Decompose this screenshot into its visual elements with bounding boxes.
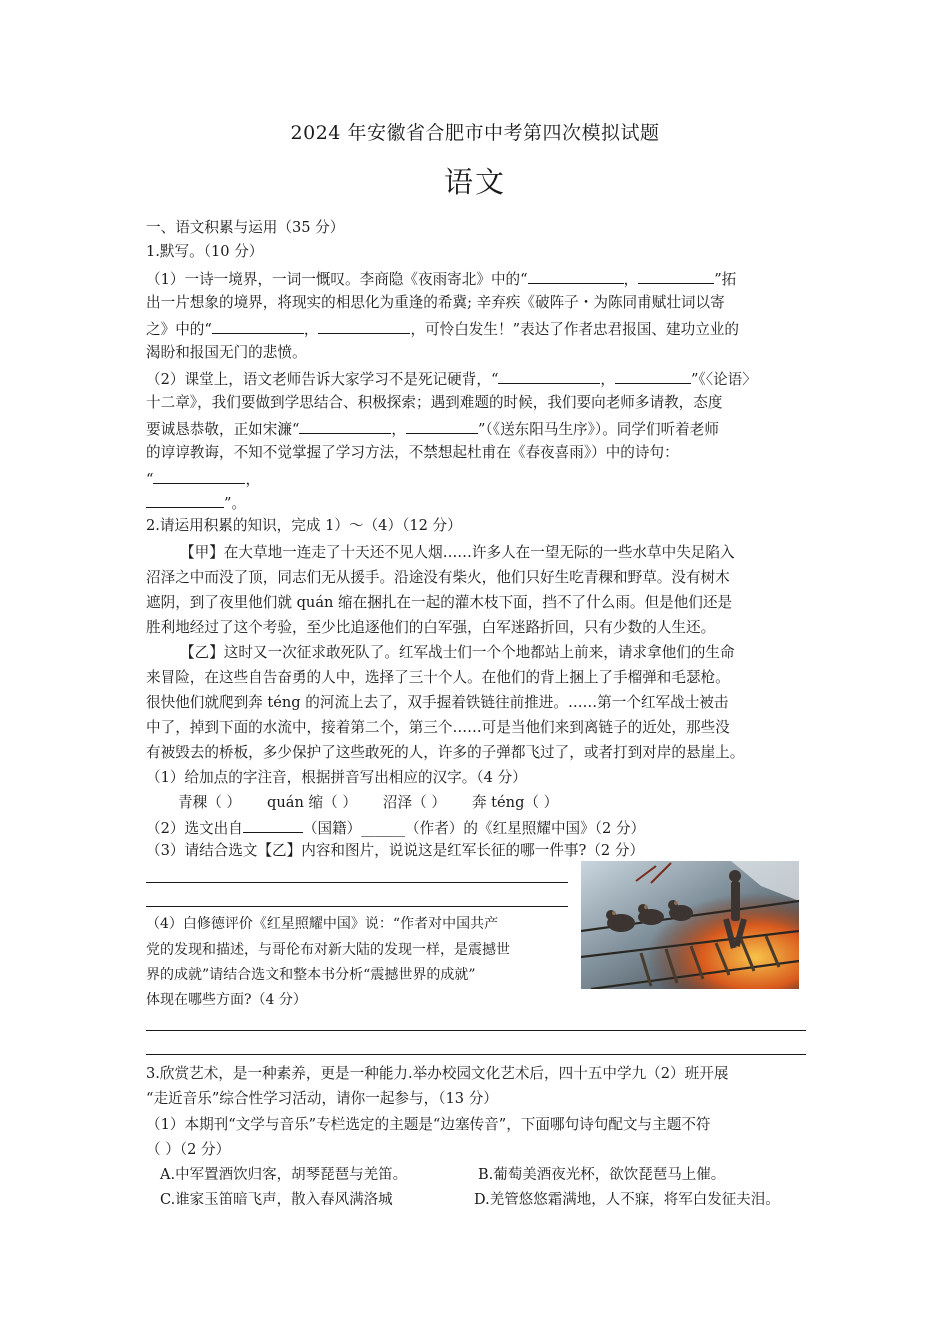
q1-part2-line: （2）课堂上，语文老师告诉大家学习不是死记硬背，“ ， ”《〈论语〉: [146, 368, 757, 390]
question-1-heading: 1.默写。（10 分）: [146, 243, 264, 260]
pinyin-item[interactable]: 青稞（ ）: [178, 794, 242, 811]
answer-blank[interactable]: [528, 268, 624, 284]
pinyin-item[interactable]: 沼泽（ ）: [382, 794, 446, 811]
passage-yi-line: 中了，掉到下面的水流中，接着第二个，第三个……可是当他们来到离链子的近处，那些没: [146, 719, 730, 736]
answer-blank[interactable]: [498, 368, 600, 384]
answer-blank[interactable]: [406, 418, 478, 434]
passage-jia-line: 遮阴，到了夜里他们就 quán 缩在捆扎在一起的灌木枝下面，挡不了什么雨。但是他们还是: [146, 594, 733, 611]
exam-title: 2024 年安徽省合肥市中考第四次模拟试题: [290, 122, 660, 144]
option-c[interactable]: C.谁家玉笛暗飞声，散入春风满洛城: [160, 1192, 393, 1208]
q2-sub4-line: 党的发现和描述，与哥伦布对新大陆的发现一样，是震撼世: [146, 942, 510, 958]
pinyin-items: [178, 793, 558, 813]
answer-line[interactable]: [146, 1030, 806, 1031]
option-d[interactable]: D.羌管悠悠霜满地，人不寐，将军白发征夫泪。: [474, 1192, 780, 1208]
q1-part2-line: 的谆谆教诲，不知不觉掌握了学习方法，不禁想起杜甫在《春夜喜雨》）中的诗句：: [146, 444, 679, 461]
q1-part1-line: 出一片想象的境界，将现实的相思化为重逢的希冀; 辛弃疾《破阵子・为陈同甫赋壮词以寄: [146, 294, 725, 311]
option-a[interactable]: A.中军置酒饮归客，胡琴琵琶与羌笛。: [160, 1167, 408, 1183]
q2-sub4-line: （4）白修德评价《红星照耀中国》说：“作者对中国共产: [146, 916, 499, 932]
q1-part2-line: 十二章》，我们要做到学思结合、积极探索；遇到难题的时候，我们要向老师多请教，态度: [146, 394, 723, 411]
answer-blank[interactable]: [212, 318, 304, 334]
answer-blank[interactable]: [318, 318, 410, 334]
question-3-line: 3.欣赏艺术，是一种素养，更是一种能力.举办校园文化艺术后，四十五中学九（2）班开展: [146, 1065, 729, 1082]
q2-sub2: （2）选文出自 （国籍）______（作者）的《红星照耀中国》（2 分）: [146, 817, 645, 839]
q2-sub1: （1）给加点的字注音，根据拼音写出相应的汉字。（4 分）: [146, 769, 527, 786]
passage-yi-line: 很快他们就爬到奔 téng 的河流上去了，双手握着铁链往前推进。……第一个红军战士被击: [146, 694, 729, 711]
q3-sub1-line: （ ）（2 分）: [146, 1141, 231, 1158]
answer-line[interactable]: [146, 1054, 806, 1055]
q1-part1-line: （1）一诗一境界，一词一慨叹。李商隐《夜雨寄北》中的“ ， ”拓: [146, 268, 736, 290]
q2-sub4-line: 体现在哪些方面?（4 分）: [146, 992, 307, 1008]
answer-blank[interactable]: [299, 418, 391, 434]
section-heading: 一、语文积累与运用（35 分）: [146, 219, 345, 236]
passage-jia-line: 胜利地经过了这个考验，至少比追逐他们的白军强，白军迷路折回，只有少数的人生还。: [146, 619, 716, 636]
q2-sub3: （3）请结合选文【乙】内容和图片，说说这是红军长征的哪一件事?（2 分）: [146, 842, 645, 859]
q1-part1-line: 渴盼和报国无门的悲愤。: [146, 344, 307, 361]
passage-jia-line: 【甲】在大草地一连走了十天还不见人烟……许多人在一望无际的一些水草中失足陷入: [180, 544, 735, 561]
passage-jia-line: 沼泽之中而没了顶，同志们无从援手。沿途没有柴火，他们只好生吃青稞和野草。没有树木: [146, 569, 730, 586]
answer-blank[interactable]: [146, 492, 224, 508]
q1-part2-line: ”。: [146, 492, 246, 514]
answer-line[interactable]: [146, 882, 568, 883]
q1-part2-line: 要诚恳恭敬，正如宋濂“ ， ”（《送东阳马生序》）。同学们听着老师: [146, 418, 719, 440]
answer-blank[interactable]: [153, 468, 245, 484]
q1-part2-line: “ ，: [146, 468, 260, 490]
answer-line[interactable]: [146, 906, 568, 907]
answer-blank[interactable]: [615, 368, 691, 384]
answer-blank[interactable]: [638, 268, 714, 284]
luding-bridge-illustration: [581, 861, 799, 989]
q1-part1-line: 之》中的“ ， ，可怜白发生！”表达了作者忠君报国、建功立业的: [146, 318, 739, 340]
passage-yi-line: 有被毁去的桥板，多少保护了这些敢死的人，许多的子弹都飞过了，或者打到对岸的悬崖上。: [146, 744, 745, 761]
passage-yi-line: 来冒险，在这些自告奋勇的人中，选择了三十个人。在他们的背上捆上了手榴弹和毛瑟枪。: [146, 669, 730, 686]
passage-yi-line: 【乙】这时又一次征求敢死队了。红军战士们一个个地都站上前来，请求拿他们的生命: [180, 644, 735, 661]
answer-blank[interactable]: [243, 817, 303, 833]
question-3-line: “走近音乐”综合性学习活动，请你一起参与，（13 分）: [146, 1090, 498, 1107]
q2-sub4-line: 界的成就”请结合选文和整本书分析“震撼世界的成就”: [146, 967, 476, 983]
pinyin-item[interactable]: quán 缩（ ）: [267, 794, 357, 811]
question-2-heading: 2.请运用积累的知识，完成 1）～（4）（12 分）: [146, 517, 462, 534]
option-b[interactable]: B.葡萄美酒夜光杯，欲饮琵琶马上催。: [478, 1167, 726, 1183]
q3-sub1-line: （1）本期刊“文学与音乐”专栏选定的主题是“边塞传音”，下面哪句诗句配文与主题不符: [146, 1116, 711, 1133]
pinyin-item[interactable]: 奔 téng（ ）: [471, 794, 559, 811]
subject-title: 语文: [443, 165, 506, 199]
